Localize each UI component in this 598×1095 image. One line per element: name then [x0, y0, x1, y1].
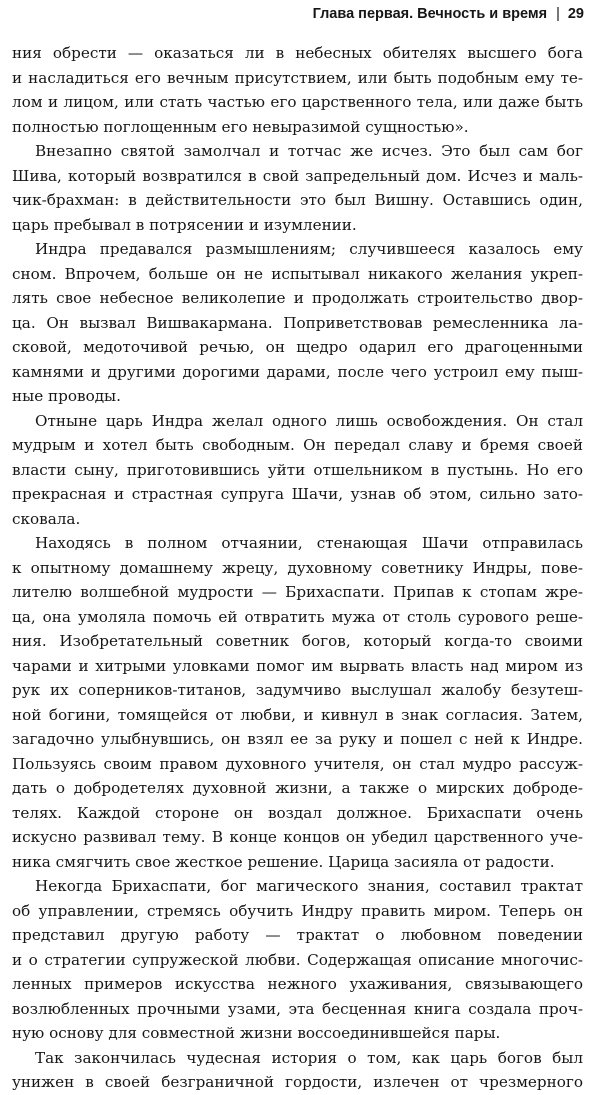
- text-line: чик-брахман: в действительности это был Вишну. Оставшись один,: [12, 191, 583, 209]
- text-line: ния обрести — оказаться ли в небесных обителях высшего бога: [12, 44, 583, 62]
- text-line: унижен в своей безграничной гордости, излечен от чрезмерного: [12, 1073, 583, 1091]
- text-line: Так закончилась чудесная история о том, как царь богов был: [35, 1048, 583, 1067]
- text-line: представил другую работу — трактат о любовном поведении: [12, 926, 583, 944]
- text-line: Находясь в полном отчаянии, стенающая Шачи отправилась: [35, 534, 583, 552]
- text-line: дать о добродетелях духовной жизни, а также о мирских доброде-: [12, 779, 583, 797]
- text-line: Индра предавался размышлениям; случившееся казалось ему: [35, 240, 583, 258]
- text-line: сковой, медоточивой речью, он щедро одарил его драгоценными: [12, 338, 583, 356]
- text-line: об управлении, стремясь обучить Индру править миром. Теперь он: [12, 901, 583, 920]
- text-line: Некогда Брихаспати, бог магического знания, составил трактат: [35, 877, 583, 895]
- text-line: полностью поглощенным его невыразимой сущностью».: [12, 117, 469, 136]
- text-line: камнями и другими дорогими дарами, после чего устроил ему пыш-: [12, 362, 583, 381]
- text-line: Пользуясь своим правом духовного учителя, он стал мудро рассуж-: [12, 754, 583, 773]
- text-line: рук их соперников-титанов, задумчиво выслушал жалобу безутеш-: [12, 681, 583, 699]
- text-line: лять свое небесное великолепие и продолжать строительство двор-: [12, 289, 583, 307]
- text-line: ника смягчить свое жесткое решение. Царица засияла от радости.: [12, 852, 555, 871]
- text-line: мудрым и хотел быть свободным. Он передал славу и бремя своей: [12, 436, 583, 454]
- text-line: и насладиться его вечным присутствием, или быть подобным ему те-: [12, 68, 583, 87]
- body-text: [12, 41, 583, 1095]
- text-line: Отныне царь Индра желал одного лишь освобождения. Он стал: [35, 411, 583, 430]
- text-line: Шива, который возвратился в свой запредельный дом. Исчез и маль-: [12, 166, 583, 185]
- text-line: телях. Каждой стороне он воздал должное. Брихаспати очень: [12, 803, 583, 822]
- text-line: ленных примеров искусства нежного ухаживания, связывающего: [12, 975, 583, 993]
- text-line: ния. Изобретательный советник богов, который когда-то своими: [12, 632, 583, 650]
- text-line: чарами и хитрыми уловками помог им вырвать власть над миром из: [12, 656, 583, 675]
- text-line: ные проводы.: [12, 387, 121, 405]
- text-line: власти сыну, приготовившись уйти отшельником в пустынь. Но его: [12, 460, 583, 479]
- text-line: лом и лицом, или стать частью его царственного тела, или даже быть: [12, 93, 583, 111]
- text-line: искусно развивал тему. В конце концов он убедил царственного уче-: [12, 828, 583, 846]
- text-line: сковала.: [12, 509, 81, 528]
- header-separator: |: [556, 6, 560, 22]
- page-number: 29: [567, 6, 584, 22]
- text-line: ца. Он вызвал Вишвакармана. Поприветствовав ремесленника ла-: [12, 313, 583, 332]
- text-line: сном. Впрочем, больше он не испытывал никакого желания укреп-: [12, 264, 583, 283]
- running-header: [313, 6, 584, 22]
- text-line: лителю волшебной мудрости — Брихаспати. Припав к стопам жре-: [12, 583, 583, 601]
- text-line: к опытному домашнему жрецу, духовному советнику Индры, пове-: [12, 558, 583, 577]
- text-line: ную основу для совместной жизни воссоединившейся пары.: [12, 1024, 501, 1042]
- text-line: царь пребывал в потрясении и изумлении.: [12, 215, 357, 234]
- text-line: Внезапно святой замолчал и тотчас же исчез. Это был сам бог: [35, 142, 583, 160]
- text-line: ной богини, томящейся от любви, и кивнул в знак согласия. Затем,: [12, 705, 583, 724]
- chapter-title: Глава первая. Вечность и время: [312, 6, 548, 22]
- text-line: возлюбленных прочными узами, эта бесценная книга создала проч-: [12, 999, 583, 1018]
- text-line: ца, она умоляла помочь ей отвратить мужа от столь сурового реше-: [12, 607, 583, 626]
- text-line: и о стратегии супружеской любви. Содержащая описание многочис-: [12, 950, 583, 969]
- text-line: прекрасная и страстная супруга Шачи, узнав об этом, сильно зато-: [12, 485, 583, 503]
- text-line: загадочно улыбнувшись, он взял ее за руку и пошел с ней к Индре.: [12, 730, 583, 748]
